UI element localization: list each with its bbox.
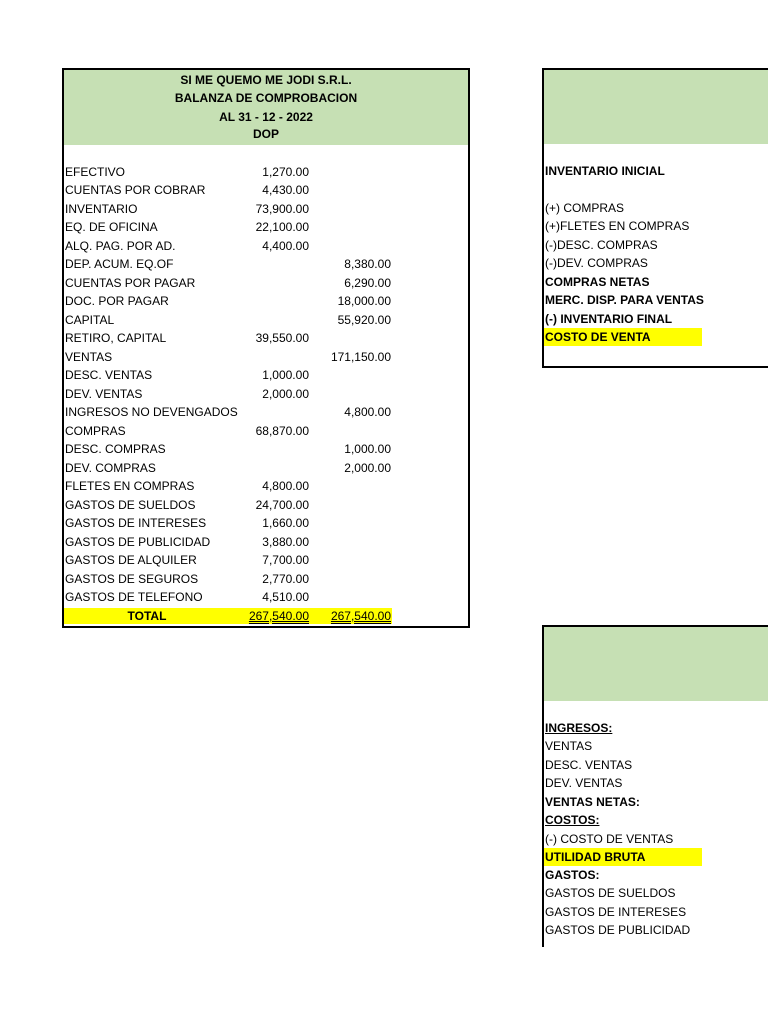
cost-row: (+) COMPRAS [545, 201, 625, 215]
table-row [64, 348, 468, 366]
account-name: DEV. COMPRAS [65, 461, 156, 475]
cost-row: COMPRAS NETAS [545, 275, 650, 289]
income-row: DEV. VENTAS [545, 776, 623, 790]
account-name: GASTOS DE SUELDOS [65, 498, 196, 512]
cost-panel-header [544, 70, 768, 144]
table-row [64, 551, 468, 569]
account-name: FLETES EN COMPRAS [65, 479, 195, 493]
debit-amount: 4,800.00 [262, 479, 309, 493]
debit-amount: 3,880.00 [262, 535, 309, 549]
trial-balance-table [62, 68, 470, 628]
debit-amount: 4,510.00 [262, 590, 309, 604]
account-name: CUENTAS POR COBRAR [65, 183, 206, 197]
table-row [64, 163, 468, 181]
account-name: GASTOS DE ALQUILER [65, 553, 197, 567]
table-row [64, 514, 468, 532]
table-row [64, 588, 468, 606]
debit-amount: 4,400.00 [262, 239, 309, 253]
income-row: VENTAS NETAS: [545, 795, 640, 809]
account-name: CAPITAL [65, 313, 115, 327]
table-row [64, 496, 468, 514]
trial-balance-header [64, 70, 468, 145]
debit-amount: 1,660.00 [262, 516, 309, 530]
total-credit: 267,540.00 [330, 609, 391, 623]
debit-amount: 39,550.00 [255, 331, 309, 345]
credit-amount: 8,380.00 [344, 257, 391, 271]
account-name: GASTOS DE TELEFONO [65, 590, 203, 604]
cost-row: (-) INVENTARIO FINAL [545, 312, 673, 326]
debit-amount: 22,100.00 [255, 220, 309, 234]
account-name: DEV. VENTAS [65, 387, 143, 401]
account-name: DESC. VENTAS [65, 368, 153, 382]
debit-amount: 24,700.00 [255, 498, 309, 512]
credit-amount: 18,000.00 [337, 294, 391, 308]
income-row: INGRESOS: [545, 721, 613, 735]
table-row [64, 274, 468, 292]
account-name: GASTOS DE PUBLICIDAD [65, 535, 211, 549]
table-row [64, 385, 468, 403]
account-name: DESC. COMPRAS [65, 442, 166, 456]
table-row [64, 200, 468, 218]
cost-of-sales-panel [542, 68, 768, 368]
table-row [64, 440, 468, 458]
account-name: VENTAS [65, 350, 113, 364]
table-row [64, 477, 468, 495]
income-row: UTILIDAD BRUTA [545, 850, 646, 864]
credit-amount: 171,150.00 [330, 350, 391, 364]
cost-row: MERC. DISP. PARA VENTAS [545, 293, 704, 307]
account-name: EFECTIVO [65, 165, 126, 179]
account-name: DOC. POR PAGAR [65, 294, 169, 308]
debit-amount: 1,270.00 [262, 165, 309, 179]
debit-amount: 2,770.00 [262, 572, 309, 586]
debit-amount: 2,000.00 [262, 387, 309, 401]
income-row: DESC. VENTAS [545, 758, 633, 772]
income-row: VENTAS [545, 739, 593, 753]
cost-row: (-)DESC. COMPRAS [545, 238, 658, 252]
account-name: INGRESOS NO DEVENGADOS [65, 405, 238, 419]
cost-row: (+)FLETES EN COMPRAS [545, 219, 690, 233]
income-row: GASTOS: [545, 868, 600, 882]
report-currency: DOP [252, 127, 279, 141]
account-name: GASTOS DE INTERESES [65, 516, 207, 530]
report-title: BALANZA DE COMPROBACION [174, 91, 358, 105]
debit-amount: 73,900.00 [255, 202, 309, 216]
table-row [64, 255, 468, 273]
debit-amount: 4,430.00 [262, 183, 309, 197]
total-debit: 267,540.00 [248, 609, 309, 623]
account-name: DEP. ACUM. EQ.OF [65, 257, 174, 271]
company-name: SI ME QUEMO ME JODI S.R.L. [180, 73, 352, 87]
account-name: CUENTAS POR PAGAR [65, 276, 196, 290]
income-statement-panel [542, 625, 768, 947]
cost-row: INVENTARIO INICIAL [545, 164, 665, 178]
income-panel-header [544, 627, 768, 701]
credit-amount: 2,000.00 [344, 461, 391, 475]
table-row [64, 422, 468, 440]
table-row [64, 218, 468, 236]
credit-amount: 55,920.00 [337, 313, 391, 327]
income-row: GASTOS DE SUELDOS [545, 886, 676, 900]
total-label: TOTAL [127, 609, 167, 623]
account-name: EQ. DE OFICINA [65, 220, 158, 234]
table-row [64, 570, 468, 588]
account-name: ALQ. PAG. POR AD. [65, 239, 176, 253]
table-row [64, 237, 468, 255]
credit-amount: 1,000.00 [344, 442, 391, 456]
table-row [64, 181, 468, 199]
account-name: COMPRAS [65, 424, 126, 438]
report-date: AL 31 - 12 - 2022 [219, 110, 313, 124]
debit-amount: 68,870.00 [255, 424, 309, 438]
table-row [64, 459, 468, 477]
table-row [64, 366, 468, 384]
account-name: GASTOS DE SEGUROS [65, 572, 199, 586]
table-row [64, 311, 468, 329]
debit-amount: 1,000.00 [262, 368, 309, 382]
debit-amount: 7,700.00 [262, 553, 309, 567]
cost-row: (-)DEV. COMPRAS [545, 256, 648, 270]
income-row: (-) COSTO DE VENTAS [545, 832, 674, 846]
cost-row: COSTO DE VENTA [545, 330, 651, 344]
income-row: GASTOS DE INTERESES [545, 905, 687, 919]
account-name: RETIRO, CAPITAL [65, 331, 167, 345]
table-row [64, 403, 468, 421]
income-row: COSTOS: [545, 813, 600, 827]
table-row [64, 533, 468, 551]
income-row: GASTOS DE PUBLICIDAD [545, 923, 691, 937]
credit-amount: 6,290.00 [344, 276, 391, 290]
table-row [64, 292, 468, 310]
table-row [64, 329, 468, 347]
account-name: INVENTARIO [65, 202, 138, 216]
credit-amount: 4,800.00 [344, 405, 391, 419]
